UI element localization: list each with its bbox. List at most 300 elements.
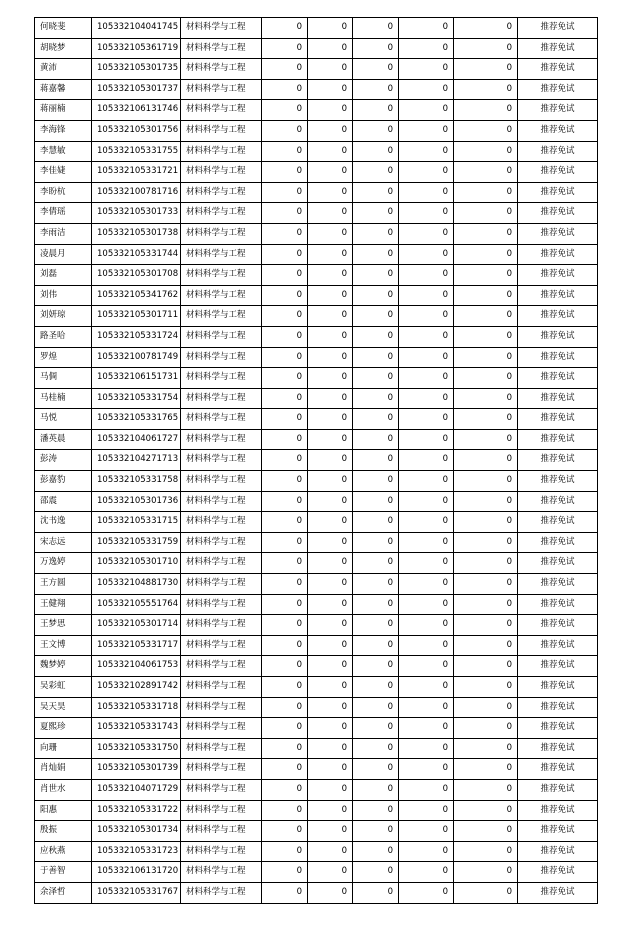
admission-method-cell: 推荐免试 [518, 635, 598, 656]
score-4-cell: 0 [399, 347, 454, 368]
major-cell: 材料科学与工程 [181, 759, 262, 780]
table-row [35, 491, 598, 512]
score-1-cell: 0 [262, 429, 308, 450]
score-2-cell: 0 [308, 141, 353, 162]
score-2-cell: 0 [308, 738, 353, 759]
candidate-id-cell: 105332105331715 [92, 512, 181, 533]
admission-method-cell: 推荐免试 [518, 738, 598, 759]
admission-method-cell: 推荐免试 [518, 368, 598, 389]
student-name-cell: 路圣哈 [35, 326, 92, 347]
score-1-cell: 0 [262, 182, 308, 203]
admission-method-cell: 推荐免试 [518, 223, 598, 244]
score-4-cell: 0 [399, 100, 454, 121]
admission-method-cell: 推荐免试 [518, 285, 598, 306]
score-3-cell: 0 [353, 841, 399, 862]
score-1-cell: 0 [262, 697, 308, 718]
score-4-cell: 0 [399, 635, 454, 656]
student-name-cell: 马桂楠 [35, 388, 92, 409]
score-total-cell: 0 [454, 574, 518, 595]
score-1-cell: 0 [262, 821, 308, 842]
admission-method-cell: 推荐免试 [518, 759, 598, 780]
score-3-cell: 0 [353, 429, 399, 450]
score-total-cell: 0 [454, 368, 518, 389]
major-cell: 材料科学与工程 [181, 120, 262, 141]
score-4-cell: 0 [399, 326, 454, 347]
score-1-cell: 0 [262, 574, 308, 595]
score-3-cell: 0 [353, 862, 399, 883]
student-name-cell: 吴天昊 [35, 697, 92, 718]
score-total-cell: 0 [454, 759, 518, 780]
table-row [35, 512, 598, 533]
score-3-cell: 0 [353, 38, 399, 59]
candidate-id-cell: 105332105301714 [92, 615, 181, 636]
score-1-cell: 0 [262, 635, 308, 656]
score-2-cell: 0 [308, 574, 353, 595]
score-total-cell: 0 [454, 141, 518, 162]
table-row [35, 100, 598, 121]
score-2-cell: 0 [308, 79, 353, 100]
score-4-cell: 0 [399, 306, 454, 327]
candidate-id-cell: 105332105301756 [92, 120, 181, 141]
score-1-cell: 0 [262, 306, 308, 327]
table-row [35, 306, 598, 327]
student-name-cell: 潘英晨 [35, 429, 92, 450]
score-4-cell: 0 [399, 553, 454, 574]
score-2-cell: 0 [308, 285, 353, 306]
score-4-cell: 0 [399, 203, 454, 224]
score-total-cell: 0 [454, 697, 518, 718]
major-cell: 材料科学与工程 [181, 471, 262, 492]
major-cell: 材料科学与工程 [181, 409, 262, 430]
score-3-cell: 0 [353, 491, 399, 512]
score-4-cell: 0 [399, 512, 454, 533]
major-cell: 材料科学与工程 [181, 882, 262, 903]
score-3-cell: 0 [353, 800, 399, 821]
admission-method-cell: 推荐免试 [518, 450, 598, 471]
table-row [35, 882, 598, 903]
student-name-cell: 刘磊 [35, 265, 92, 286]
student-name-cell: 李海锋 [35, 120, 92, 141]
score-2-cell: 0 [308, 677, 353, 698]
score-2-cell: 0 [308, 882, 353, 903]
score-4-cell: 0 [399, 244, 454, 265]
candidate-id-cell: 105332105361719 [92, 38, 181, 59]
score-total-cell: 0 [454, 553, 518, 574]
score-total-cell: 0 [454, 162, 518, 183]
candidate-id-cell: 105332105331755 [92, 141, 181, 162]
score-2-cell: 0 [308, 821, 353, 842]
student-name-cell: 宋志远 [35, 532, 92, 553]
score-4-cell: 0 [399, 265, 454, 286]
student-name-cell: 万逸婷 [35, 553, 92, 574]
score-1-cell: 0 [262, 18, 308, 39]
admission-method-cell: 推荐免试 [518, 718, 598, 739]
score-2-cell: 0 [308, 306, 353, 327]
score-4-cell: 0 [399, 18, 454, 39]
score-4-cell: 0 [399, 409, 454, 430]
admission-method-cell: 推荐免试 [518, 388, 598, 409]
candidate-id-cell: 105332105301734 [92, 821, 181, 842]
table-row [35, 738, 598, 759]
score-1-cell: 0 [262, 491, 308, 512]
admission-method-cell: 推荐免试 [518, 326, 598, 347]
student-name-cell: 余泽哲 [35, 882, 92, 903]
score-2-cell: 0 [308, 532, 353, 553]
score-2-cell: 0 [308, 182, 353, 203]
score-4-cell: 0 [399, 574, 454, 595]
table-row [35, 635, 598, 656]
candidate-id-cell: 105332106131720 [92, 862, 181, 883]
score-1-cell: 0 [262, 326, 308, 347]
score-2-cell: 0 [308, 388, 353, 409]
major-cell: 材料科学与工程 [181, 368, 262, 389]
score-2-cell: 0 [308, 38, 353, 59]
major-cell: 材料科学与工程 [181, 223, 262, 244]
major-cell: 材料科学与工程 [181, 553, 262, 574]
score-4-cell: 0 [399, 429, 454, 450]
admission-list-sheet [34, 17, 597, 904]
table-row [35, 574, 598, 595]
score-total-cell: 0 [454, 512, 518, 533]
student-name-cell: 何晓斐 [35, 18, 92, 39]
score-total-cell: 0 [454, 347, 518, 368]
score-3-cell: 0 [353, 409, 399, 430]
score-1-cell: 0 [262, 368, 308, 389]
admission-method-cell: 推荐免试 [518, 306, 598, 327]
score-1-cell: 0 [262, 79, 308, 100]
admission-method-cell: 推荐免试 [518, 79, 598, 100]
admission-method-cell: 推荐免试 [518, 882, 598, 903]
table-row [35, 223, 598, 244]
major-cell: 材料科学与工程 [181, 738, 262, 759]
student-name-cell: 李佳婕 [35, 162, 92, 183]
candidate-id-cell: 105332104881730 [92, 574, 181, 595]
score-3-cell: 0 [353, 244, 399, 265]
score-total-cell: 0 [454, 882, 518, 903]
score-3-cell: 0 [353, 59, 399, 80]
candidate-id-cell: 105332105301711 [92, 306, 181, 327]
score-1-cell: 0 [262, 759, 308, 780]
admission-method-cell: 推荐免试 [518, 18, 598, 39]
score-total-cell: 0 [454, 100, 518, 121]
student-name-cell: 胡晓梦 [35, 38, 92, 59]
table-row [35, 141, 598, 162]
score-3-cell: 0 [353, 759, 399, 780]
score-4-cell: 0 [399, 759, 454, 780]
student-name-cell: 阳惠 [35, 800, 92, 821]
score-2-cell: 0 [308, 491, 353, 512]
admission-method-cell: 推荐免试 [518, 841, 598, 862]
student-name-cell: 王文博 [35, 635, 92, 656]
major-cell: 材料科学与工程 [181, 79, 262, 100]
score-4-cell: 0 [399, 862, 454, 883]
score-4-cell: 0 [399, 738, 454, 759]
admission-method-cell: 推荐免试 [518, 532, 598, 553]
score-2-cell: 0 [308, 18, 353, 39]
table-row [35, 553, 598, 574]
score-2-cell: 0 [308, 471, 353, 492]
score-3-cell: 0 [353, 79, 399, 100]
major-cell: 材料科学与工程 [181, 244, 262, 265]
score-total-cell: 0 [454, 656, 518, 677]
table-row [35, 18, 598, 39]
score-4-cell: 0 [399, 38, 454, 59]
score-total-cell: 0 [454, 59, 518, 80]
admission-method-cell: 推荐免试 [518, 821, 598, 842]
major-cell: 材料科学与工程 [181, 38, 262, 59]
score-1-cell: 0 [262, 38, 308, 59]
student-name-cell: 黄沛 [35, 59, 92, 80]
candidate-id-cell: 105332104061727 [92, 429, 181, 450]
major-cell: 材料科学与工程 [181, 203, 262, 224]
score-total-cell: 0 [454, 120, 518, 141]
score-1-cell: 0 [262, 677, 308, 698]
candidate-id-cell: 105332105301708 [92, 265, 181, 286]
admission-method-cell: 推荐免试 [518, 265, 598, 286]
score-4-cell: 0 [399, 182, 454, 203]
score-3-cell: 0 [353, 450, 399, 471]
score-4-cell: 0 [399, 656, 454, 677]
candidate-id-cell: 105332105331722 [92, 800, 181, 821]
major-cell: 材料科学与工程 [181, 862, 262, 883]
score-total-cell: 0 [454, 491, 518, 512]
score-2-cell: 0 [308, 594, 353, 615]
admission-method-cell: 推荐免试 [518, 203, 598, 224]
score-4-cell: 0 [399, 285, 454, 306]
admission-method-cell: 推荐免试 [518, 779, 598, 800]
student-name-cell: 肖世水 [35, 779, 92, 800]
score-4-cell: 0 [399, 532, 454, 553]
admission-method-cell: 推荐免试 [518, 594, 598, 615]
score-1-cell: 0 [262, 471, 308, 492]
score-3-cell: 0 [353, 697, 399, 718]
major-cell: 材料科学与工程 [181, 306, 262, 327]
score-total-cell: 0 [454, 738, 518, 759]
score-4-cell: 0 [399, 697, 454, 718]
score-2-cell: 0 [308, 697, 353, 718]
candidate-id-cell: 105332102891742 [92, 677, 181, 698]
table-row [35, 615, 598, 636]
score-1-cell: 0 [262, 532, 308, 553]
admission-method-cell: 推荐免试 [518, 574, 598, 595]
table-row [35, 347, 598, 368]
candidate-id-cell: 105332105301733 [92, 203, 181, 224]
score-4-cell: 0 [399, 450, 454, 471]
table-row [35, 471, 598, 492]
candidate-id-cell: 105332106131746 [92, 100, 181, 121]
score-4-cell: 0 [399, 79, 454, 100]
candidate-id-cell: 105332105331724 [92, 326, 181, 347]
score-3-cell: 0 [353, 347, 399, 368]
score-total-cell: 0 [454, 38, 518, 59]
score-2-cell: 0 [308, 59, 353, 80]
student-name-cell: 罗煌 [35, 347, 92, 368]
score-3-cell: 0 [353, 656, 399, 677]
score-2-cell: 0 [308, 368, 353, 389]
candidate-id-cell: 105332105551764 [92, 594, 181, 615]
student-name-cell: 应秋燕 [35, 841, 92, 862]
table-row [35, 79, 598, 100]
student-name-cell: 王健翔 [35, 594, 92, 615]
student-name-cell: 李雨洁 [35, 223, 92, 244]
score-total-cell: 0 [454, 18, 518, 39]
score-3-cell: 0 [353, 718, 399, 739]
score-1-cell: 0 [262, 244, 308, 265]
table-row [35, 265, 598, 286]
score-4-cell: 0 [399, 841, 454, 862]
table-row [35, 821, 598, 842]
score-3-cell: 0 [353, 162, 399, 183]
table-row [35, 697, 598, 718]
candidate-id-cell: 105332105301735 [92, 59, 181, 80]
student-name-cell: 李倩瑶 [35, 203, 92, 224]
admission-method-cell: 推荐免试 [518, 38, 598, 59]
candidate-id-cell: 105332105331758 [92, 471, 181, 492]
admission-method-cell: 推荐免试 [518, 182, 598, 203]
score-total-cell: 0 [454, 326, 518, 347]
candidate-id-cell: 105332105331744 [92, 244, 181, 265]
score-total-cell: 0 [454, 244, 518, 265]
candidate-id-cell: 105332106151731 [92, 368, 181, 389]
score-3-cell: 0 [353, 18, 399, 39]
score-total-cell: 0 [454, 471, 518, 492]
score-total-cell: 0 [454, 635, 518, 656]
admission-method-cell: 推荐免试 [518, 491, 598, 512]
score-2-cell: 0 [308, 244, 353, 265]
major-cell: 材料科学与工程 [181, 182, 262, 203]
major-cell: 材料科学与工程 [181, 532, 262, 553]
score-3-cell: 0 [353, 306, 399, 327]
candidate-id-cell: 105332105301736 [92, 491, 181, 512]
admission-method-cell: 推荐免试 [518, 162, 598, 183]
candidate-id-cell: 105332105331759 [92, 532, 181, 553]
score-2-cell: 0 [308, 718, 353, 739]
admission-method-cell: 推荐免试 [518, 800, 598, 821]
admission-method-cell: 推荐免试 [518, 141, 598, 162]
table-row [35, 779, 598, 800]
score-1-cell: 0 [262, 779, 308, 800]
major-cell: 材料科学与工程 [181, 18, 262, 39]
score-3-cell: 0 [353, 141, 399, 162]
score-4-cell: 0 [399, 718, 454, 739]
score-1-cell: 0 [262, 862, 308, 883]
major-cell: 材料科学与工程 [181, 326, 262, 347]
major-cell: 材料科学与工程 [181, 574, 262, 595]
table-row [35, 532, 598, 553]
score-1-cell: 0 [262, 409, 308, 430]
score-2-cell: 0 [308, 100, 353, 121]
admission-method-cell: 推荐免试 [518, 677, 598, 698]
admission-method-cell: 推荐免试 [518, 512, 598, 533]
major-cell: 材料科学与工程 [181, 656, 262, 677]
score-2-cell: 0 [308, 409, 353, 430]
score-2-cell: 0 [308, 635, 353, 656]
score-1-cell: 0 [262, 285, 308, 306]
admission-method-cell: 推荐免试 [518, 100, 598, 121]
major-cell: 材料科学与工程 [181, 450, 262, 471]
student-name-cell: 彭嘉豹 [35, 471, 92, 492]
score-1-cell: 0 [262, 347, 308, 368]
score-total-cell: 0 [454, 594, 518, 615]
score-1-cell: 0 [262, 738, 308, 759]
score-1-cell: 0 [262, 553, 308, 574]
score-4-cell: 0 [399, 779, 454, 800]
score-4-cell: 0 [399, 59, 454, 80]
score-2-cell: 0 [308, 656, 353, 677]
score-total-cell: 0 [454, 223, 518, 244]
score-4-cell: 0 [399, 491, 454, 512]
candidate-id-cell: 105332105331723 [92, 841, 181, 862]
score-1-cell: 0 [262, 120, 308, 141]
score-4-cell: 0 [399, 800, 454, 821]
student-name-cell: 吴彩虹 [35, 677, 92, 698]
admission-method-cell: 推荐免试 [518, 471, 598, 492]
score-total-cell: 0 [454, 677, 518, 698]
score-2-cell: 0 [308, 347, 353, 368]
score-1-cell: 0 [262, 615, 308, 636]
candidate-id-cell: 105332105341762 [92, 285, 181, 306]
admission-method-cell: 推荐免试 [518, 120, 598, 141]
major-cell: 材料科学与工程 [181, 697, 262, 718]
score-2-cell: 0 [308, 120, 353, 141]
major-cell: 材料科学与工程 [181, 429, 262, 450]
score-total-cell: 0 [454, 409, 518, 430]
major-cell: 材料科学与工程 [181, 841, 262, 862]
candidate-id-cell: 105332105331721 [92, 162, 181, 183]
score-1-cell: 0 [262, 594, 308, 615]
score-4-cell: 0 [399, 821, 454, 842]
candidate-id-cell: 105332105301710 [92, 553, 181, 574]
score-total-cell: 0 [454, 841, 518, 862]
student-name-cell: 魏梦婷 [35, 656, 92, 677]
score-1-cell: 0 [262, 162, 308, 183]
score-3-cell: 0 [353, 120, 399, 141]
score-2-cell: 0 [308, 553, 353, 574]
table-row [35, 450, 598, 471]
score-3-cell: 0 [353, 388, 399, 409]
table-row [35, 388, 598, 409]
admission-method-cell: 推荐免试 [518, 347, 598, 368]
admission-method-cell: 推荐免试 [518, 409, 598, 430]
table-row [35, 368, 598, 389]
score-4-cell: 0 [399, 368, 454, 389]
score-4-cell: 0 [399, 223, 454, 244]
score-4-cell: 0 [399, 882, 454, 903]
score-1-cell: 0 [262, 450, 308, 471]
student-name-cell: 李慧敏 [35, 141, 92, 162]
score-4-cell: 0 [399, 615, 454, 636]
score-total-cell: 0 [454, 388, 518, 409]
candidate-id-cell: 105332104071729 [92, 779, 181, 800]
score-4-cell: 0 [399, 141, 454, 162]
score-3-cell: 0 [353, 821, 399, 842]
score-total-cell: 0 [454, 450, 518, 471]
student-name-cell: 彭涛 [35, 450, 92, 471]
score-total-cell: 0 [454, 821, 518, 842]
table-body [35, 18, 598, 904]
score-3-cell: 0 [353, 532, 399, 553]
score-2-cell: 0 [308, 162, 353, 183]
score-3-cell: 0 [353, 368, 399, 389]
student-name-cell: 马悦 [35, 409, 92, 430]
score-2-cell: 0 [308, 862, 353, 883]
candidate-id-cell: 105332104061753 [92, 656, 181, 677]
candidate-id-cell: 105332105331765 [92, 409, 181, 430]
table-row [35, 285, 598, 306]
score-3-cell: 0 [353, 553, 399, 574]
table-row [35, 800, 598, 821]
score-1-cell: 0 [262, 656, 308, 677]
